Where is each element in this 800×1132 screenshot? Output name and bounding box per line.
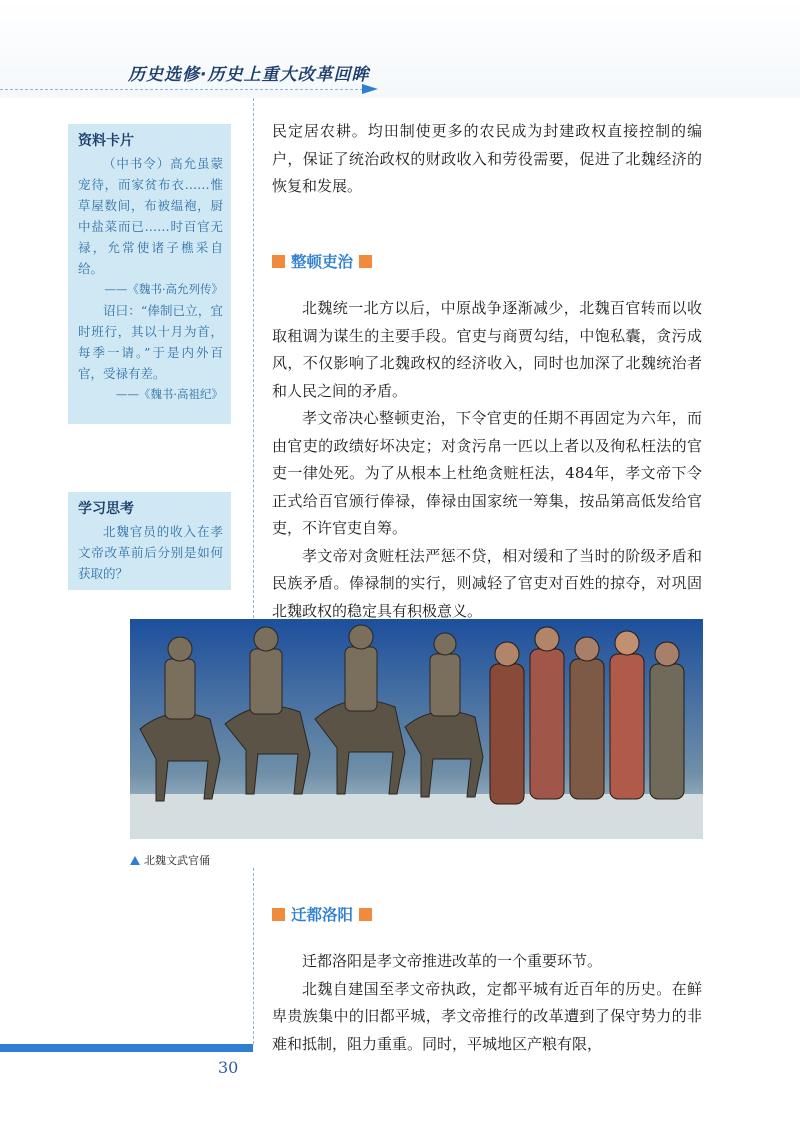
column-divider-bottom [253, 868, 254, 1044]
photo-caption [130, 852, 210, 868]
study-card [68, 492, 231, 590]
header-title: 历史选修·历史上重大改革回眸 [128, 65, 370, 85]
section-heading-text: 迁都洛阳 [291, 906, 354, 924]
body-paragraph: 北魏自建国至孝文帝执政，定都平城有近百年的历史。在鲜卑贵族集中的旧都平城，孝文帝推行的改革遭到了保守势力的非难和抵制，阻力重重。同时，平城地区产粮有限， [272, 979, 702, 1053]
intro-paragraph: 民定居农耕。均田制使更多的农民成为封建政权直接控制的编户，保证了统治政权的财政收入和劳役需要，促进了北魏经济的恢复和发展。 [272, 122, 702, 195]
section-body [272, 295, 702, 625]
heading-square-icon [359, 908, 372, 921]
caption-triangle-icon [130, 856, 140, 865]
info-card-title: 资料卡片 [78, 133, 134, 149]
study-card-title: 学习思考 [78, 501, 134, 517]
body-paragraph: 孝文帝对贪赃枉法严惩不贷，相对缓和了当时的阶级矛盾和民族矛盾。俸禄制的实行，则减轻了官吏对百姓的掠夺，对巩固北魏政权的稳定具有积极意义。 [272, 546, 702, 620]
page-number: 30 [218, 1058, 239, 1077]
body-paragraph: 孝文帝决心整顿吏治，下令官吏的任期不再固定为六年，而由官吏的政绩好坏决定；对贪污帛一匹以上者以及徇私枉法的官吏一律处死。为了从根本上杜绝贪赃枉法，484年，孝文帝下令正式给百官颁行俸禄，俸禄由国家统一筹集，按品第高低发给官吏，不许官吏自筹。 [272, 409, 702, 537]
figurines-illustration [130, 619, 703, 839]
heading-square-icon [359, 255, 372, 268]
section-heading [272, 903, 372, 925]
header-arrow-icon [362, 84, 378, 94]
body-paragraph: 迁都洛阳是孝文帝推进改革的一个重要环节。 [302, 952, 603, 970]
page-header [0, 0, 800, 98]
info-card [68, 124, 231, 424]
info-card-citation: ——《魏书·高祖纪》 [115, 387, 223, 401]
info-card-citation: ——《魏书·高允列传》 [104, 282, 223, 296]
info-card-paragraph: （中书令）高允虽蒙宠待，而家贫布衣……惟草屋数间，布被缊袍，厨中盐菜而已……时百官无禄，允常使诸子樵采自给。 [78, 156, 223, 276]
body-paragraph: 北魏统一北方以后，中原战争逐渐减少，北魏百官转而以收取租调为谋生的主要手段。官吏与商贾勾结，中饱私囊，贪污成风，不仅影响了北魏政权的经济收入，同时也加深了北魏统治者和人民之间的矛盾。 [272, 299, 702, 400]
figurines-photo [130, 619, 703, 839]
footer-bar [0, 1044, 253, 1052]
heading-square-icon [272, 908, 285, 921]
info-card-paragraph: 诏曰：“俸制已立，宜时班行，其以十月为首，每季一请。”于是内外百官，受禄有差。 [78, 303, 223, 381]
info-card-body [78, 153, 223, 405]
section-heading-text: 整顿吏治 [291, 253, 354, 271]
study-card-question: 北魏官员的收入在孝文帝改革前后分别是如何获取的？ [78, 524, 223, 581]
intro-text [272, 118, 702, 201]
column-divider-top [253, 98, 254, 618]
caption-text: 北魏文武官俑 [144, 854, 210, 867]
heading-square-icon [272, 255, 285, 268]
header-dashed-line [0, 89, 368, 90]
study-card-body [78, 521, 223, 584]
section-heading [272, 250, 372, 272]
section-body [272, 948, 702, 1058]
